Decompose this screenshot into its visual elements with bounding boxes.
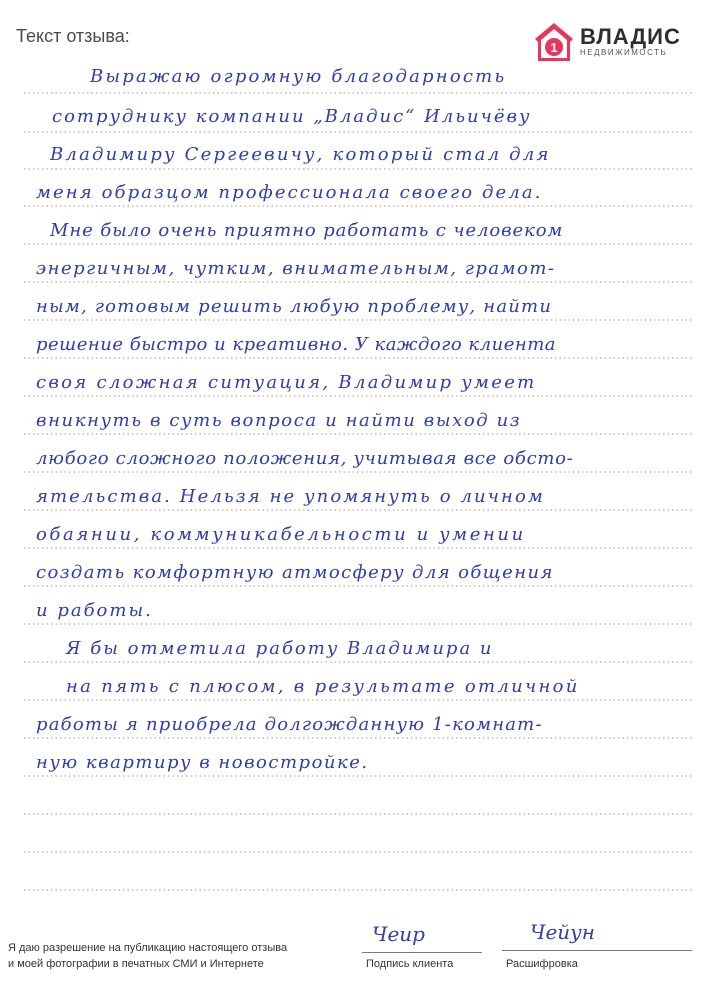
signature-decryption: Чейун [530, 920, 595, 944]
publication-consent [8, 940, 287, 972]
review-line: любого сложного положения, учитывая все обсто- [36, 448, 574, 469]
review-line: Владимиру Сергеевичу, который стал для [50, 144, 551, 165]
decryption-label: Расшифровка [506, 958, 578, 970]
logo-subtitle: НЕДВИЖИМОСТЬ [580, 48, 668, 57]
review-line: Мне было очень приятно работать с человеком [50, 220, 564, 241]
review-line: создать комфортную атмосферу для общения [36, 562, 554, 583]
review-line: ным, готовым решить любую проблему, найти [36, 296, 553, 317]
review-line: на пять с плюсом, в результате отличной [66, 676, 580, 697]
review-text-label: Текст отзыва: [16, 26, 130, 46]
review-line: меня образцом профессионала своего дела. [36, 182, 543, 203]
signature-line [362, 952, 482, 953]
review-line: ятельства. Нельзя не упомянуть о личном [36, 486, 545, 507]
review-line: Я бы отметила работу Владимира и [66, 638, 494, 659]
review-line: энергичным, чутким, внимательным, грамот- [36, 258, 556, 279]
review-line: работы я приобрела долгожданную 1-комнат- [36, 714, 543, 735]
logo-brand: ВЛАДИС [580, 24, 681, 49]
review-line: вникнуть в суть вопроса и найти выход из [36, 410, 522, 431]
review-line: решение быстро и креативно. У каждого клиента [36, 334, 557, 355]
review-line: сотруднику компании „Владис“ Ильичёву [52, 106, 532, 127]
consent-line-2: и моей фотографии в печатных СМИ и Интернете [8, 958, 264, 970]
decryption-line [502, 950, 692, 951]
review-line: своя сложная ситуация, Владимир умеет [36, 372, 537, 393]
signature-label: Подпись клиента [366, 958, 454, 970]
review-line: обаянии, коммуникабельности и умении [36, 524, 526, 545]
logo-badge-number: 1 [550, 40, 558, 55]
review-line: и работы. [36, 600, 153, 621]
consent-line-1: Я даю разрешение на публикацию настоящего отзыва [8, 942, 288, 954]
review-line: ную квартиру в новостройке. [36, 752, 369, 773]
review-line: Выражаю огромную благодарность [90, 66, 507, 87]
client-signature: Чеир [372, 922, 425, 946]
